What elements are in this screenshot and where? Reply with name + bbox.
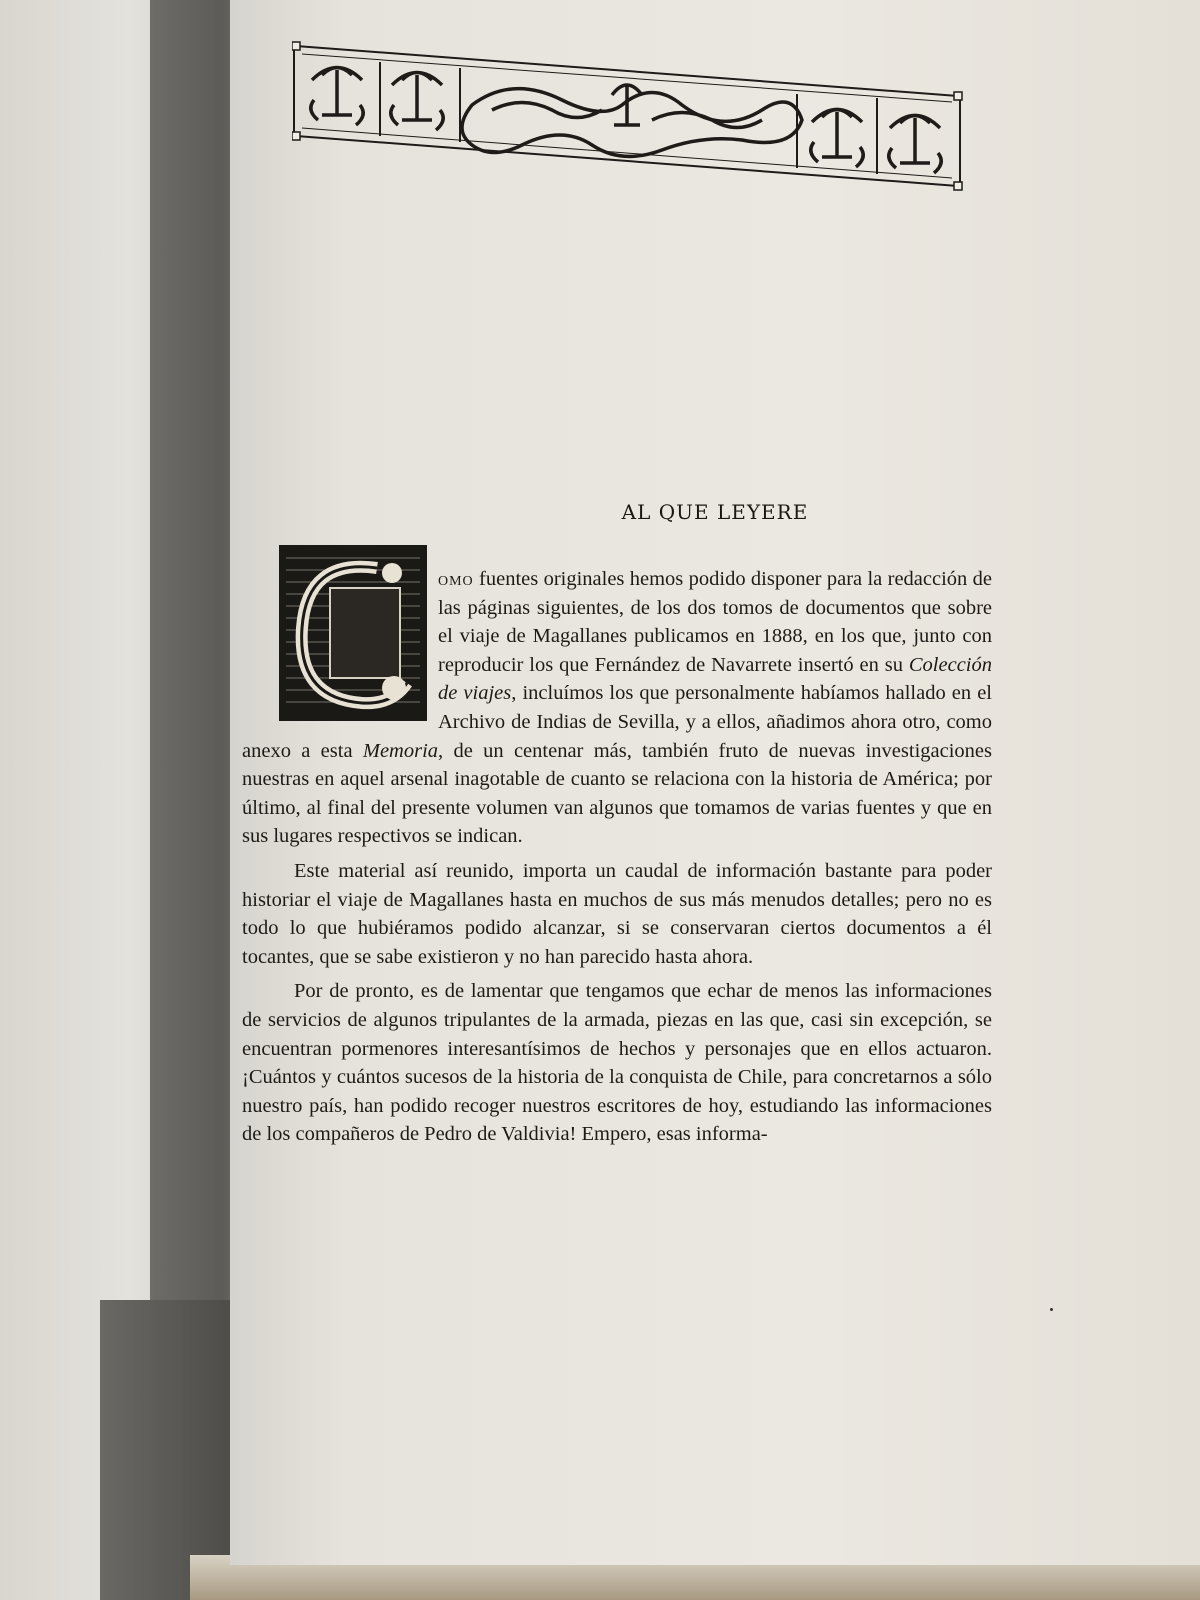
ornamental-header-band xyxy=(292,40,982,200)
paragraph-2: Este material así reunido, importa un caudal de información bastante para poder historiar el viaje de Magallanes hasta en muchos de sus más menudos detalles; pero no es todo lo que hubiéramos podido alcanzar, si se conservaran ciertos documentos a él tocantes, que se sabe existieron y no han parecido hasta ahora. xyxy=(242,859,992,968)
page-title: AL QUE LEYERE xyxy=(621,500,809,524)
paragraph-3: Por de pronto, es de lamentar que tengamos que echar de menos las informaciones de servicios de algunos tripulantes de la armada, piezas en las que, casi sin excepción, se encuentran pormenores interesantísimos de hechos y personajes que en ellos actuaron. ¡Cuántos y cuántos sucesos de la historia de la conquista de Chile, para concretarnos a sólo nuestro país, han podido recoger nuestros escritores de hoy, estudiando las informaciones de los compañeros de Pedro de Valdivia! Empero, esas informa- xyxy=(242,980,992,1146)
paragraph-1-italic-1: Colección de viajes xyxy=(438,653,992,705)
body-text xyxy=(242,565,992,1149)
paragraph-1-text-2: , incluímos los que personalmente habíamos hallado en el Archivo de Indias de Sevilla, y a ellos, añadimos ahora otro, como anexo a esta xyxy=(242,682,992,762)
paragraph-1-italic-2: Memoria xyxy=(362,739,439,762)
paragraph-1-text-1: fuentes originales hemos podido disponer para la redacción de las páginas siguientes, de los dos tomos de documentos que sobre el viaje de Magallanes publicamos en 1888, en los que, junto con reproducir los que Fernández de Navarrete insertó en su xyxy=(438,568,992,676)
paragraph-1 xyxy=(242,565,992,851)
drop-cap-space xyxy=(242,565,438,715)
paper-speck xyxy=(1050,1308,1053,1311)
paragraph-1-text-3: , de un centenar más, también fruto de nuevas investigaciones nuestras en aquel arsenal inagotable de cuanto se relaciona con la historia de América; por último, al final del presente volumen van algunos que tomamos de varias fuentes y que en sus lugares respectivos se indican. xyxy=(242,739,992,848)
drop-cap-continuation: omo xyxy=(438,568,474,590)
